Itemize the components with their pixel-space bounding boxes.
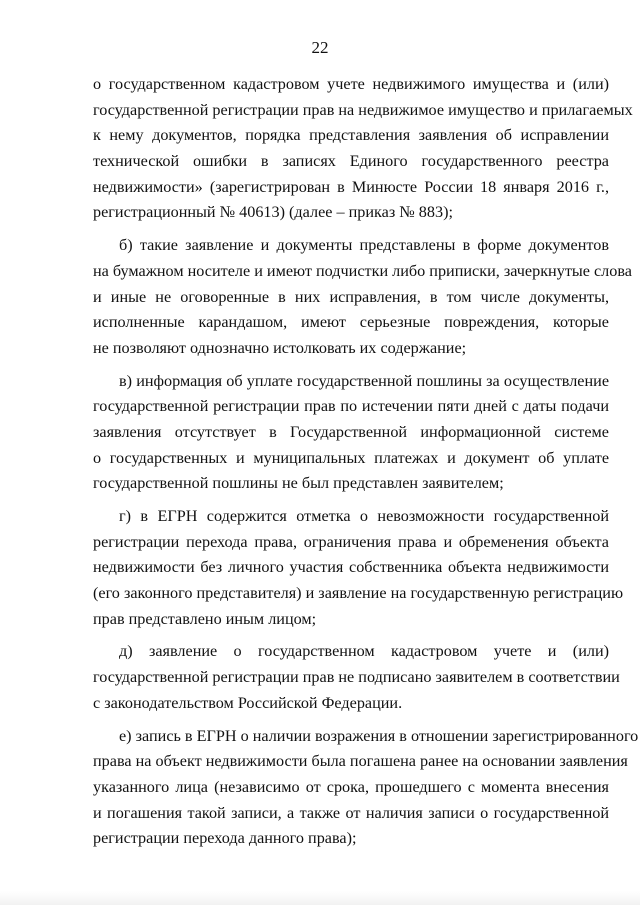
text-line: о государственных и муниципальных платежах и документ об уплате xyxy=(93,448,609,467)
text-line: регистрации перехода права, ограничения права и обременения объекта xyxy=(93,532,609,551)
text-line: и иные не оговоренные в них исправления, в том числе документы, xyxy=(93,287,609,306)
text-line: и погашения такой записи, а также от наличия записи о государственной xyxy=(93,803,609,822)
text-line: е) запись в ЕГРН о наличии возражения в отношении зарегистрированного xyxy=(119,726,639,745)
text-line: государственной регистрации прав по истечении пяти дней с даты подачи xyxy=(93,397,609,416)
paragraph-g xyxy=(93,504,624,632)
text-line: к нему документов, порядка представления заявления об исправлении xyxy=(93,126,609,145)
text-line: с законодательством Российской Федерации. xyxy=(93,693,403,712)
page-number: 22 xyxy=(311,38,329,57)
paragraph-v xyxy=(93,369,609,497)
paragraph-e xyxy=(93,724,639,852)
text-line: регистрационный № 40613) (далее – приказ № 883); xyxy=(93,203,453,222)
text-line: технической ошибки в записях Единого государственного реестра xyxy=(93,152,609,171)
paragraph-b xyxy=(93,233,632,361)
paragraph-d xyxy=(93,639,620,716)
text-line: государственной пошлины не был представлен заявителем; xyxy=(93,474,504,493)
text-line: регистрации перехода данного права); xyxy=(93,829,357,848)
document-body xyxy=(93,72,639,852)
text-line: исполненные карандашом, имеют серьезные повреждения, которые xyxy=(93,313,609,332)
paragraph-continuation xyxy=(93,72,633,226)
text-line: б) такие заявление и документы представлены в форме документов xyxy=(119,236,609,255)
text-line: (его законного представителя) и заявление на государственную регистрацию xyxy=(93,584,624,603)
text-line: государственной регистрации прав не подписано заявителем в соответствии xyxy=(93,668,620,687)
text-line: г) в ЕГРН содержится отметка о невозможности государственной xyxy=(119,507,609,525)
text-line: государственной регистрации прав на недвижимое имущество и прилагаемых xyxy=(93,100,633,119)
text-line: о государственном кадастровом учете недвижимого имущества и (или) xyxy=(93,75,609,93)
text-line: прав представлено иным лицом; xyxy=(93,609,317,628)
text-line: недвижимости» (зарегистрирован в Минюсте России 18 января 2016 г., xyxy=(93,177,609,196)
text-line: заявления отсутствует в Государственной информационной системе xyxy=(93,422,609,441)
text-line: д) заявление о государственном кадастровом учете и (или) xyxy=(119,642,609,661)
text-line: права на объект недвижимости была погашена ранее на основании заявления xyxy=(93,752,628,771)
text-line: на бумажном носителе и имеют подчистки либо приписки, зачеркнутые слова xyxy=(93,261,632,280)
text-line: недвижимости без личного участия собственника объекта недвижимости xyxy=(93,558,609,577)
text-line: в) информация об уплате государственной пошлины за осуществление xyxy=(119,371,609,390)
text-line: указанного лица (независимо от срока, прошедшего с момента внесения xyxy=(93,777,609,796)
text-line: не позволяют однозначно истолковать их содержание; xyxy=(93,338,467,357)
scan-bottom-edge xyxy=(0,891,640,905)
